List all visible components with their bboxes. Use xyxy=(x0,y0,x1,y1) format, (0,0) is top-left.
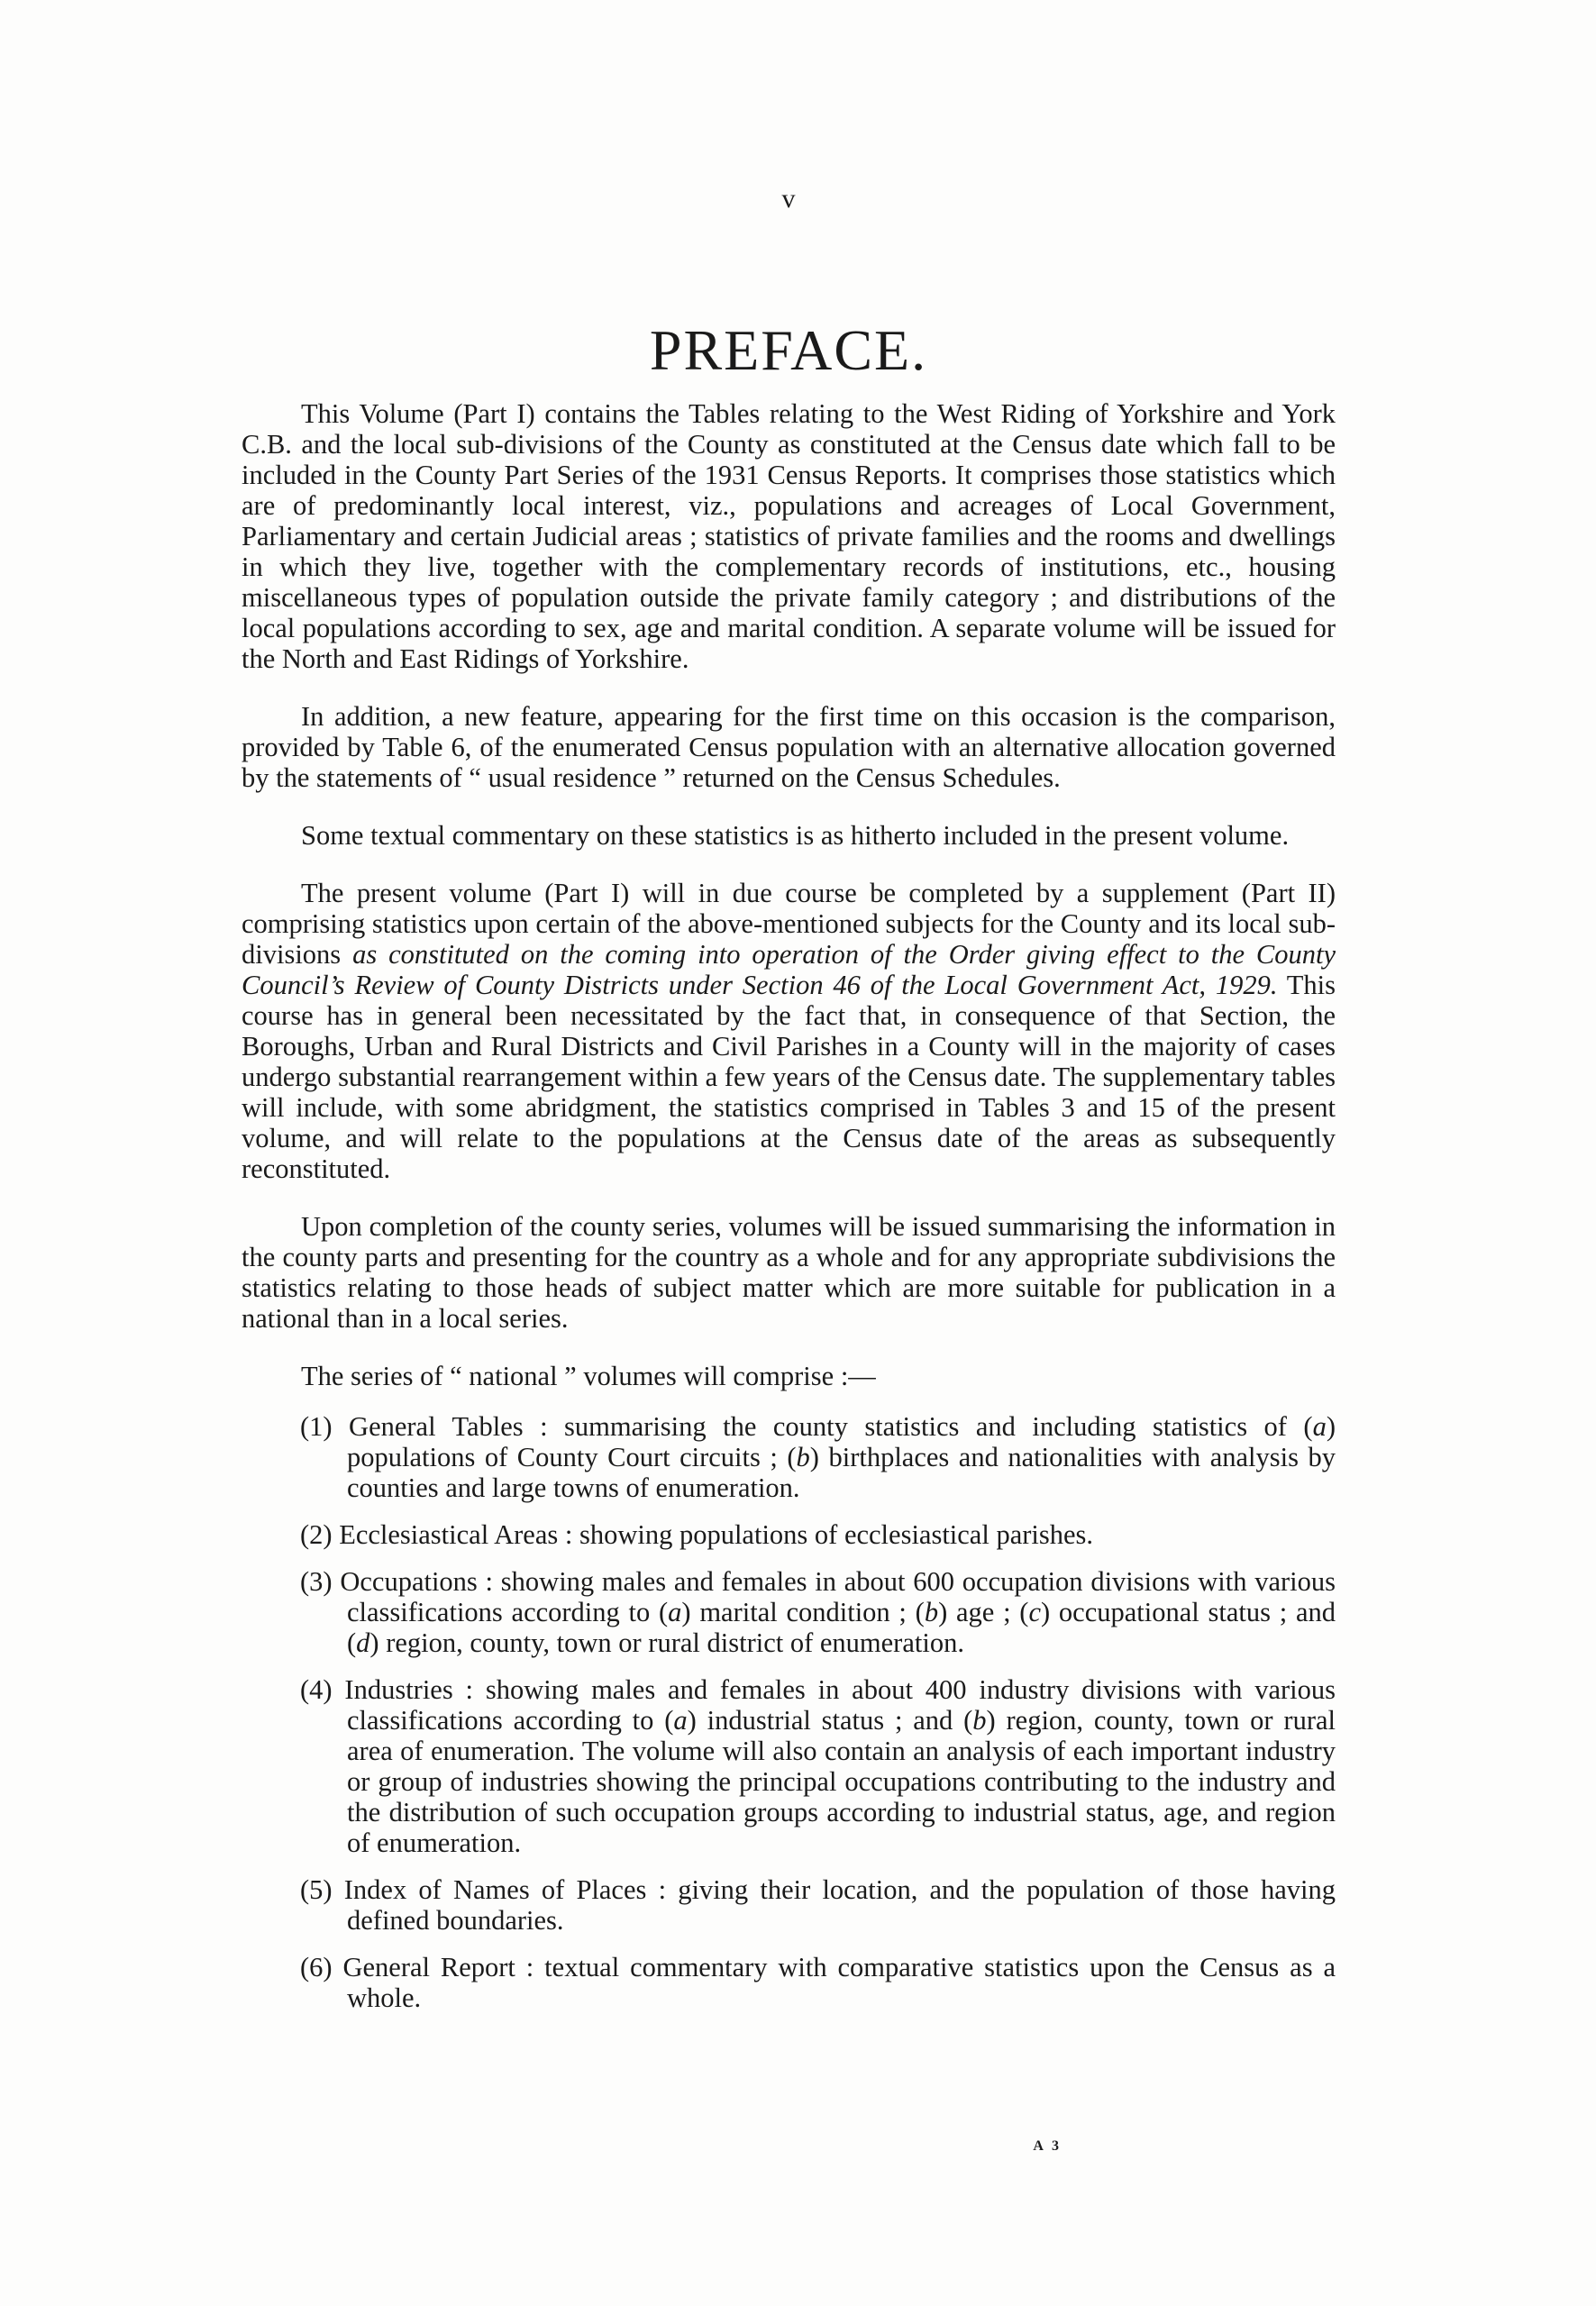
list-item-text: ) region, county, town or rural district of enumeration. xyxy=(369,1627,964,1658)
list-item-number: (5) xyxy=(300,1874,333,1905)
paragraph-supplement-italic: as constituted on the coming into operation of the Order giving effect to the County Council’s Review of County Districts under Section 46 of the Local Government Act, 1929. xyxy=(242,939,1336,1000)
paragraph-new-feature: In addition, a new feature, appearing for the first time on this occasion is the comparison, provided by Table 6, of the enumerated Census population with an alternative allocation governed by the statements of “ usual residence ” returned on the Census Schedules. xyxy=(242,701,1336,793)
national-volumes-list xyxy=(242,1411,1336,2013)
paragraph-supplement-start: The present volume (Part I) will in due course be completed by a supplement (Part II) comprising statistics upon certain of the above-mentioned subjects for the County and its local sub-divisions xyxy=(242,878,1336,970)
paragraph-supplement xyxy=(242,878,1336,1184)
list-item-heading: Index of Names of Places : xyxy=(343,1874,667,1905)
signature-mark: A 3 xyxy=(1033,2138,1062,2154)
list-item-text: ) marital condition ; ( xyxy=(681,1597,925,1627)
list-item-number: (4) xyxy=(300,1674,333,1705)
list-item-italic-letter: a xyxy=(668,1597,682,1627)
list-item-heading: Industries : xyxy=(344,1674,474,1705)
list-item xyxy=(242,1952,1336,2013)
list-item-text: showing males and females in about 600 occupation divisions with various classifications according to ( xyxy=(347,1566,1336,1627)
list-item xyxy=(242,1519,1336,1550)
list-item-text: ) region, county, town or rural area of enumeration. The volume will also contain an analysis of each important industry or group of industries showing the principal occupations contributing to the industry and the distribution of such occupation groups according to industrial status, age, and region of enumeration. xyxy=(347,1705,1336,1858)
list-item-text: ) occupational status ; and ( xyxy=(347,1597,1336,1658)
list-item-heading: General Report : xyxy=(342,1952,534,1982)
page-number: v xyxy=(781,184,796,214)
list-item-italic-letter: d xyxy=(356,1627,370,1658)
preface-body xyxy=(242,398,1336,2029)
list-item-text: ) industrial status ; and ( xyxy=(687,1705,973,1736)
list-item-italic-letter: c xyxy=(1028,1597,1042,1627)
list-item-text: ) age ; ( xyxy=(938,1597,1029,1627)
list-item-text: ) birthplaces and nationalities with analysis by counties and large towns of enumeration. xyxy=(347,1442,1336,1503)
list-item-number: (2) xyxy=(300,1519,333,1550)
list-item-heading: General Tables : xyxy=(349,1411,548,1442)
list-item-heading: Occupations : xyxy=(340,1566,494,1597)
list-item-italic-letter: b xyxy=(972,1705,987,1736)
paragraph-series-intro: The series of “ national ” volumes will comprise :— xyxy=(301,1361,876,1391)
list-item-text: giving their location, and the population of those having defined boundaries. xyxy=(347,1874,1336,1936)
list-item-number: (3) xyxy=(300,1566,333,1597)
list-item xyxy=(242,1566,1336,1658)
paragraph-commentary: Some textual commentary on these statistics is as hitherto included in the present volume. xyxy=(301,820,1290,851)
list-item-text: summarising the county statistics and including statistics of ( xyxy=(547,1411,1313,1442)
paragraph-intro: This Volume (Part I) contains the Tables relating to the West Riding of Yorkshire and York C.B. and the local sub-divisions of the County as constituted at the Census date which fall to be included in the County Part Series of the 1931 Census Reports. It comprises those statistics which are of predominantly local interest, viz., populations and acreages of Local Government, Parliamentary and certain Judicial areas ; statistics of private families and the rooms and dwellings in which they live, together with the complementary records of institutions, etc., housing miscellaneous types of population outside the private family category ; and distributions of the local populations according to sex, age and marital condition. A separate volume will be issued for the North and East Ridings of Yorkshire. xyxy=(242,398,1336,674)
list-item-italic-letter: b xyxy=(796,1442,810,1472)
paragraph-national-series: Upon completion of the county series, volumes will be issued summarising the information in the county parts and presenting for the country as a whole and for any appropriate subdivisions the statistics relating to those heads of subject matter which are more suitable for publication in a national than in a local series. xyxy=(242,1211,1336,1334)
list-item-heading: Ecclesiastical Areas : xyxy=(339,1519,573,1550)
list-item xyxy=(242,1674,1336,1858)
list-item-italic-letter: a xyxy=(1312,1411,1327,1442)
list-item-text: ) populations of County Court circuits ; ( xyxy=(347,1411,1336,1472)
list-item-text: textual commentary with comparative statistics upon the Census as a whole. xyxy=(347,1952,1336,2013)
paragraph-supplement-end: This course has in general been necessitated by the fact that, in consequence of that Section, the Boroughs, Urban and Rural Districts and Civil Parishes in a County will in the majority of cases undergo substantial rearrangement within a few years of the Census date. The supplementary tables will include, with some abridgment, the statistics comprised in Tables 3 and 15 of the present volume, and will relate to the populations at the Census date of the areas as subsequently reconstituted. xyxy=(242,970,1336,1184)
list-item xyxy=(242,1874,1336,1936)
list-item xyxy=(242,1411,1336,1503)
page-title: PREFACE. xyxy=(649,318,928,382)
list-item-italic-letter: b xyxy=(924,1597,939,1627)
list-item-text: showing populations of ecclesiastical parishes. xyxy=(572,1519,1094,1550)
list-item-italic-letter: a xyxy=(673,1705,688,1736)
list-item-number: (1) xyxy=(300,1411,333,1442)
list-item-number: (6) xyxy=(300,1952,333,1982)
list-item-text: showing males and females in about 400 industry divisions with various classifications according to ( xyxy=(347,1674,1336,1736)
